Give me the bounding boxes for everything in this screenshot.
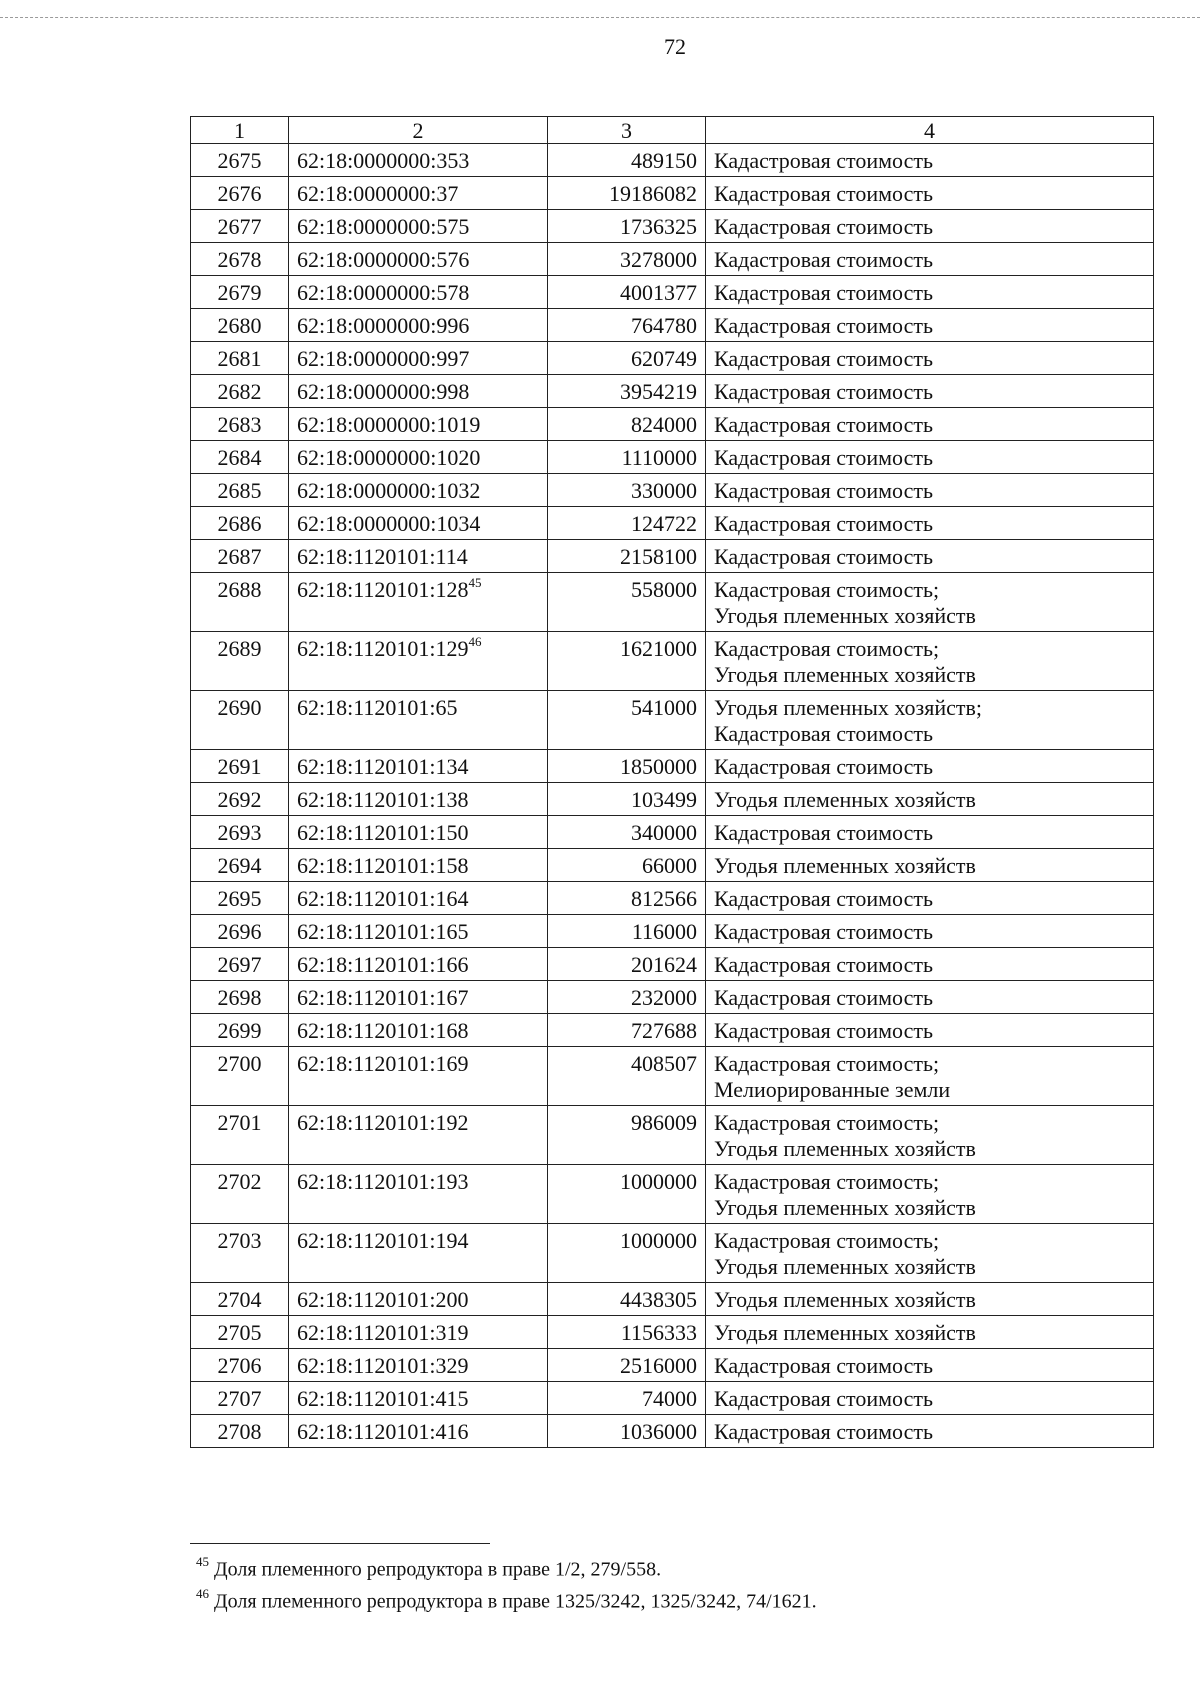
- category-line: Кадастровая стоимость;: [714, 1110, 940, 1135]
- cadastral-number-cell: [289, 507, 548, 540]
- row-number: 2693: [191, 816, 289, 849]
- cadastral-number-cell: [289, 632, 548, 691]
- table-row: [191, 1316, 1154, 1349]
- cadastral-number-cell: [289, 1047, 548, 1106]
- category-cell: [706, 441, 1154, 474]
- cadastral-number-cell: [289, 309, 548, 342]
- column-header-1: 1: [191, 117, 289, 144]
- cadastral-number-cell: [289, 144, 548, 177]
- table-row: [191, 1224, 1154, 1283]
- row-number: 2701: [191, 1106, 289, 1165]
- value-cell: 3954219: [548, 375, 706, 408]
- category-line: Угодья племенных хозяйств;: [714, 695, 982, 720]
- row-number: 2707: [191, 1382, 289, 1415]
- table-row: [191, 1165, 1154, 1224]
- category-line: Мелиорированные земли: [714, 1077, 951, 1102]
- category-cell: [706, 408, 1154, 441]
- cadastral-number-cell: [289, 1415, 548, 1448]
- row-number: 2694: [191, 849, 289, 882]
- category-cell: [706, 1382, 1154, 1415]
- category-line: Кадастровая стоимость: [714, 919, 933, 944]
- value-cell: 727688: [548, 1014, 706, 1047]
- category-cell: [706, 1349, 1154, 1382]
- footnote-reference: 46: [468, 633, 482, 649]
- footnote-mark: 45: [196, 1554, 209, 1569]
- cadastral-number: 62:18:1120101:416: [297, 1419, 469, 1444]
- category-line: Кадастровая стоимость: [714, 985, 933, 1010]
- category-cell: [706, 474, 1154, 507]
- column-header-2: 2: [289, 117, 548, 144]
- page-number: 72: [664, 34, 686, 59]
- table-row: [191, 144, 1154, 177]
- value-cell: 1000000: [548, 1165, 706, 1224]
- table-row: [191, 750, 1154, 783]
- category-line: Кадастровая стоимость: [714, 346, 933, 371]
- category-line: Угодья племенных хозяйств: [714, 787, 976, 812]
- cadastral-number: 62:18:1120101:166: [297, 952, 469, 977]
- row-number: 2683: [191, 408, 289, 441]
- value-cell: 558000: [548, 573, 706, 632]
- table-row: [191, 177, 1154, 210]
- category-line: Угодья племенных хозяйств: [714, 1195, 976, 1220]
- cadastral-number-cell: [289, 1349, 548, 1382]
- category-line: Угодья племенных хозяйств: [714, 662, 976, 687]
- footnote-45: [196, 1551, 1146, 1583]
- table-row: [191, 882, 1154, 915]
- table-row: [191, 309, 1154, 342]
- row-number: 2690: [191, 691, 289, 750]
- row-number: 2702: [191, 1165, 289, 1224]
- row-number: 2704: [191, 1283, 289, 1316]
- category-cell: [706, 849, 1154, 882]
- cadastral-number: 62:18:1120101:114: [297, 544, 468, 569]
- value-cell: 124722: [548, 507, 706, 540]
- cadastral-number: 62:18:1120101:415: [297, 1386, 469, 1411]
- row-number: 2691: [191, 750, 289, 783]
- cadastral-number-cell: [289, 783, 548, 816]
- category-line: Кадастровая стоимость: [714, 412, 933, 437]
- category-line: Угодья племенных хозяйств: [714, 1320, 976, 1345]
- table-header-row: [191, 117, 1154, 144]
- value-cell: 330000: [548, 474, 706, 507]
- table-row: [191, 1047, 1154, 1106]
- row-number: 2684: [191, 441, 289, 474]
- row-number: 2678: [191, 243, 289, 276]
- cadastral-number-cell: [289, 210, 548, 243]
- footnote-text: Доля племенного репродуктора в праве 1/2, 279/558.: [214, 1558, 662, 1581]
- cadastral-number-cell: [289, 1106, 548, 1165]
- table-row: [191, 849, 1154, 882]
- cadastral-number: 62:18:0000000:575: [297, 214, 470, 239]
- table-row: [191, 1283, 1154, 1316]
- category-line: Угодья племенных хозяйств: [714, 1136, 976, 1161]
- category-line: Кадастровая стоимость: [714, 721, 933, 746]
- category-line: Угодья племенных хозяйств: [714, 853, 976, 878]
- cadastral-number: 62:18:1120101:193: [297, 1169, 469, 1194]
- cadastral-number: 62:18:0000000:997: [297, 346, 470, 371]
- cadastral-number-cell: [289, 1382, 548, 1415]
- category-cell: [706, 1047, 1154, 1106]
- cadastral-number-cell: [289, 177, 548, 210]
- category-cell: [706, 750, 1154, 783]
- cadastral-number-cell: [289, 882, 548, 915]
- category-cell: [706, 783, 1154, 816]
- category-line: Кадастровая стоимость;: [714, 636, 940, 661]
- row-number: 2708: [191, 1415, 289, 1448]
- category-line: Кадастровая стоимость;: [714, 577, 940, 602]
- cadastral-number: 62:18:0000000:996: [297, 313, 470, 338]
- cadastral-number: 62:18:1120101:158: [297, 853, 469, 878]
- table-row: [191, 573, 1154, 632]
- row-number: 2699: [191, 1014, 289, 1047]
- row-number: 2706: [191, 1349, 289, 1382]
- cadastral-number: 62:18:1120101:150: [297, 820, 469, 845]
- cadastral-number-cell: [289, 948, 548, 981]
- cadastral-number-cell: [289, 1165, 548, 1224]
- value-cell: 1850000: [548, 750, 706, 783]
- category-cell: [706, 276, 1154, 309]
- row-number: 2695: [191, 882, 289, 915]
- row-number: 2692: [191, 783, 289, 816]
- row-number: 2685: [191, 474, 289, 507]
- category-cell: [706, 210, 1154, 243]
- value-cell: 1621000: [548, 632, 706, 691]
- table-row: [191, 276, 1154, 309]
- cadastral-number: 62:18:1120101:128: [297, 577, 469, 602]
- cadastral-number: 62:18:0000000:998: [297, 379, 470, 404]
- table-row: [191, 981, 1154, 1014]
- value-cell: 1110000: [548, 441, 706, 474]
- value-cell: 103499: [548, 783, 706, 816]
- cadastral-number: 62:18:1120101:164: [297, 886, 469, 911]
- value-cell: 201624: [548, 948, 706, 981]
- value-cell: 824000: [548, 408, 706, 441]
- cadastral-number-cell: [289, 441, 548, 474]
- value-cell: 764780: [548, 309, 706, 342]
- table-row: [191, 632, 1154, 691]
- footnote-mark: 46: [196, 1585, 209, 1601]
- value-cell: 812566: [548, 882, 706, 915]
- category-line: Кадастровая стоимость: [714, 1419, 933, 1444]
- cadastral-number-cell: [289, 276, 548, 309]
- category-cell: [706, 1106, 1154, 1165]
- category-line: Кадастровая стоимость: [714, 313, 933, 338]
- category-line: Кадастровая стоимость: [714, 148, 933, 173]
- cadastral-number-cell: [289, 750, 548, 783]
- footnote-reference: 45: [468, 574, 482, 590]
- row-number: 2680: [191, 309, 289, 342]
- cadastral-number-cell: [289, 540, 548, 573]
- row-number: 2681: [191, 342, 289, 375]
- cadastral-number: 62:18:1120101:65: [297, 695, 458, 720]
- cadastral-number-cell: [289, 1224, 548, 1283]
- value-cell: 408507: [548, 1047, 706, 1106]
- category-line: Кадастровая стоимость: [714, 1386, 933, 1411]
- cadastral-number: 62:18:0000000:576: [297, 247, 470, 272]
- table-row: [191, 375, 1154, 408]
- table-row: [191, 441, 1154, 474]
- table-row: [191, 816, 1154, 849]
- cadastral-number-cell: [289, 375, 548, 408]
- footnote-separator: [190, 1543, 490, 1544]
- cadastral-number-cell: [289, 1316, 548, 1349]
- footnotes: [196, 1551, 1146, 1614]
- cadastral-number: 62:18:1120101:329: [297, 1353, 469, 1378]
- row-number: 2679: [191, 276, 289, 309]
- row-number: 2688: [191, 573, 289, 632]
- row-number: 2705: [191, 1316, 289, 1349]
- scan-edge-line: [0, 17, 1200, 18]
- value-cell: 1156333: [548, 1316, 706, 1349]
- row-number: 2675: [191, 144, 289, 177]
- category-cell: [706, 915, 1154, 948]
- category-line: Кадастровая стоимость: [714, 379, 933, 404]
- table-row: [191, 948, 1154, 981]
- category-cell: [706, 144, 1154, 177]
- cadastral-number-cell: [289, 1283, 548, 1316]
- column-header-4: 4: [706, 117, 1154, 144]
- category-line: Кадастровая стоимость: [714, 478, 933, 503]
- value-cell: 340000: [548, 816, 706, 849]
- category-cell: [706, 1014, 1154, 1047]
- category-line: Кадастровая стоимость: [714, 952, 933, 977]
- cadastral-number: 62:18:1120101:134: [297, 754, 469, 779]
- category-line: Кадастровая стоимость: [714, 247, 933, 272]
- value-cell: 66000: [548, 849, 706, 882]
- table-row: [191, 1382, 1154, 1415]
- footnote-46: [196, 1583, 1146, 1615]
- row-number: 2676: [191, 177, 289, 210]
- footnote-text: Доля племенного репродуктора в праве 1325/3242, 1325/3242, 74/1621.: [214, 1590, 817, 1613]
- row-number: 2677: [191, 210, 289, 243]
- row-number: 2697: [191, 948, 289, 981]
- row-number: 2703: [191, 1224, 289, 1283]
- category-line: Угодья племенных хозяйств: [714, 1254, 976, 1279]
- table-row: [191, 540, 1154, 573]
- category-cell: [706, 1415, 1154, 1448]
- value-cell: 1736325: [548, 210, 706, 243]
- column-header-3: 3: [548, 117, 706, 144]
- cadastral-number: 62:18:0000000:1034: [297, 511, 481, 536]
- value-cell: 2158100: [548, 540, 706, 573]
- cadastral-number-cell: [289, 981, 548, 1014]
- cadastral-number: 62:18:1120101:165: [297, 919, 469, 944]
- land-register-table: [190, 116, 1154, 1448]
- row-number: 2700: [191, 1047, 289, 1106]
- cadastral-number-cell: [289, 408, 548, 441]
- value-cell: 489150: [548, 144, 706, 177]
- category-line: Кадастровая стоимость;: [714, 1169, 940, 1194]
- category-line: Кадастровая стоимость: [714, 280, 933, 305]
- table-row: [191, 1014, 1154, 1047]
- cadastral-number: 62:18:1120101:169: [297, 1051, 469, 1076]
- category-line: Угодья племенных хозяйств: [714, 603, 976, 628]
- category-cell: [706, 342, 1154, 375]
- table-row: [191, 1106, 1154, 1165]
- cadastral-number: 62:18:0000000:353: [297, 148, 470, 173]
- category-line: Кадастровая стоимость: [714, 445, 933, 470]
- category-cell: [706, 882, 1154, 915]
- row-number: 2689: [191, 632, 289, 691]
- cadastral-number-cell: [289, 915, 548, 948]
- category-line: Кадастровая стоимость: [714, 214, 933, 239]
- row-number: 2698: [191, 981, 289, 1014]
- category-cell: [706, 309, 1154, 342]
- cadastral-number: 62:18:0000000:1019: [297, 412, 481, 437]
- row-number: 2686: [191, 507, 289, 540]
- value-cell: 116000: [548, 915, 706, 948]
- cadastral-number: 62:18:1120101:168: [297, 1018, 469, 1043]
- category-cell: [706, 375, 1154, 408]
- table-row: [191, 783, 1154, 816]
- value-cell: 1000000: [548, 1224, 706, 1283]
- category-line: Кадастровая стоимость;: [714, 1228, 940, 1253]
- category-line: Кадастровая стоимость: [714, 511, 933, 536]
- category-line: Кадастровая стоимость: [714, 544, 933, 569]
- table-body: [191, 144, 1154, 1448]
- category-line: Угодья племенных хозяйств: [714, 1287, 976, 1312]
- cadastral-number: 62:18:1120101:192: [297, 1110, 469, 1135]
- cadastral-number: 62:18:1120101:194: [297, 1228, 469, 1253]
- category-line: Кадастровая стоимость;: [714, 1051, 940, 1076]
- table-row: [191, 691, 1154, 750]
- cadastral-number-cell: [289, 342, 548, 375]
- table-row: [191, 915, 1154, 948]
- cadastral-number: 62:18:0000000:1032: [297, 478, 481, 503]
- value-cell: 986009: [548, 1106, 706, 1165]
- category-line: Кадастровая стоимость: [714, 181, 933, 206]
- cadastral-number: 62:18:1120101:129: [297, 636, 469, 661]
- category-cell: [706, 177, 1154, 210]
- category-line: Кадастровая стоимость: [714, 1018, 933, 1043]
- category-cell: [706, 243, 1154, 276]
- category-line: Кадастровая стоимость: [714, 754, 933, 779]
- value-cell: 541000: [548, 691, 706, 750]
- table-row: [191, 210, 1154, 243]
- table-row: [191, 342, 1154, 375]
- cadastral-number-cell: [289, 849, 548, 882]
- category-line: Кадастровая стоимость: [714, 886, 933, 911]
- cadastral-number-cell: [289, 816, 548, 849]
- cadastral-number: 62:18:1120101:167: [297, 985, 469, 1010]
- category-cell: [706, 691, 1154, 750]
- category-cell: [706, 632, 1154, 691]
- category-cell: [706, 573, 1154, 632]
- value-cell: 2516000: [548, 1349, 706, 1382]
- cadastral-number: 62:18:0000000:37: [297, 181, 459, 206]
- value-cell: 620749: [548, 342, 706, 375]
- category-cell: [706, 1224, 1154, 1283]
- cadastral-number-cell: [289, 474, 548, 507]
- category-line: Кадастровая стоимость: [714, 820, 933, 845]
- category-cell: [706, 1283, 1154, 1316]
- cadastral-number-cell: [289, 691, 548, 750]
- table-row: [191, 1349, 1154, 1382]
- table-row: [191, 408, 1154, 441]
- row-number: 2696: [191, 915, 289, 948]
- cadastral-number: 62:18:1120101:200: [297, 1287, 469, 1312]
- value-cell: 232000: [548, 981, 706, 1014]
- category-line: Кадастровая стоимость: [714, 1353, 933, 1378]
- category-cell: [706, 981, 1154, 1014]
- category-cell: [706, 1165, 1154, 1224]
- value-cell: 4438305: [548, 1283, 706, 1316]
- cadastral-number: 62:18:0000000:1020: [297, 445, 481, 470]
- row-number: 2687: [191, 540, 289, 573]
- value-cell: 1036000: [548, 1415, 706, 1448]
- table-row: [191, 243, 1154, 276]
- category-cell: [706, 816, 1154, 849]
- table-row: [191, 474, 1154, 507]
- table-row: [191, 1415, 1154, 1448]
- cadastral-number-cell: [289, 243, 548, 276]
- cadastral-number-cell: [289, 573, 548, 632]
- value-cell: 74000: [548, 1382, 706, 1415]
- value-cell: 19186082: [548, 177, 706, 210]
- cadastral-number: 62:18:0000000:578: [297, 280, 470, 305]
- value-cell: 3278000: [548, 243, 706, 276]
- table-row: [191, 507, 1154, 540]
- row-number: 2682: [191, 375, 289, 408]
- cadastral-number-cell: [289, 1014, 548, 1047]
- category-cell: [706, 507, 1154, 540]
- cadastral-number: 62:18:1120101:319: [297, 1320, 469, 1345]
- category-cell: [706, 1316, 1154, 1349]
- category-cell: [706, 948, 1154, 981]
- cadastral-number: 62:18:1120101:138: [297, 787, 469, 812]
- value-cell: 4001377: [548, 276, 706, 309]
- category-cell: [706, 540, 1154, 573]
